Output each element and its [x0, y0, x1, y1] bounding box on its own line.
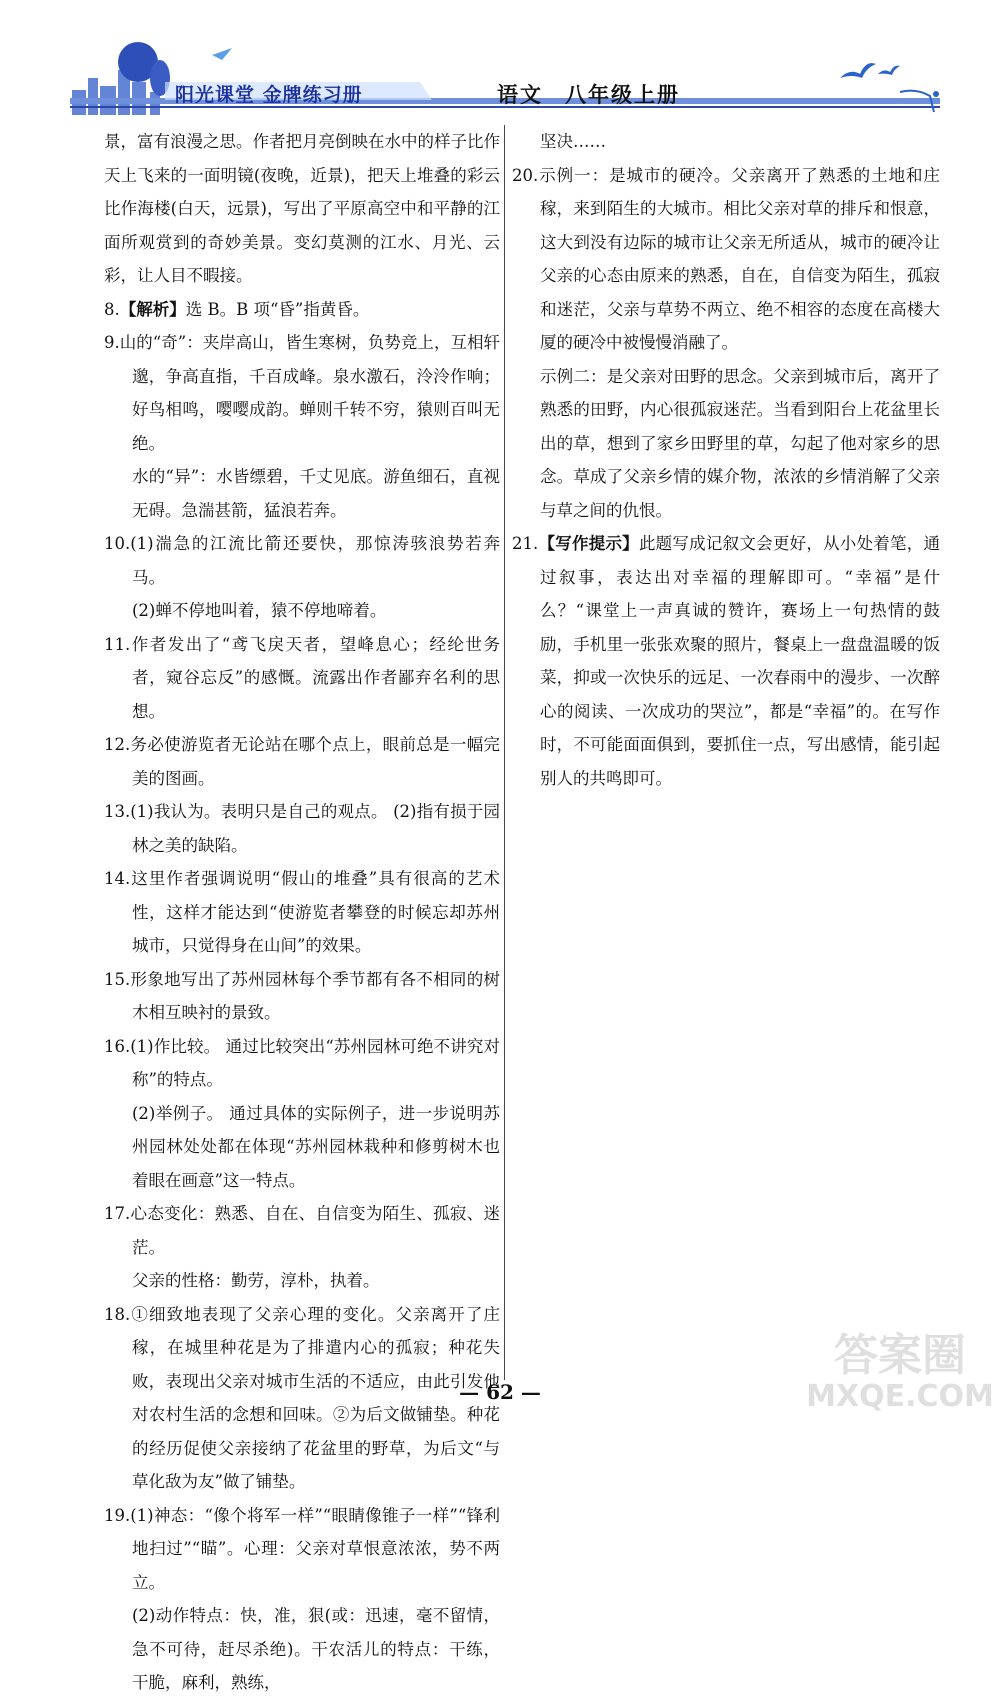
answer-item — [104, 728, 500, 795]
answer-item — [104, 125, 500, 293]
item-tag: 【写作提示】 — [538, 534, 639, 553]
item-text: 水的“异”：水皆缥碧，千丈见底。游鱼细石，直视无碍。急湍甚箭，猛浪若奔。 — [132, 467, 500, 520]
item-text: 示例二：是父亲对田野的思念。父亲到城市后，离开了熟悉的田野，内心很孤寂迷茫。当看到阳台上花盆里长出的草，想到了家乡田野里的草，勾起了他对家乡的思念。草成了父亲乡情的媒介物，浓浓的乡情消解了父亲与草之间的仇恨。 — [540, 366, 940, 520]
answer-item — [512, 125, 940, 159]
answer-item — [104, 1097, 500, 1198]
item-text: (2)举例子。 通过具体的实际例子，进一步说明苏州园林处处都在体现“苏州园林栽种和修剪树木也着眼在画意”这一特点。 — [132, 1103, 500, 1190]
item-text: (2)蝉不停地叫着，猿不停地啼着。 — [132, 601, 387, 620]
item-text: 此题写成记叙文会更好，从小处着笔，通过叙事，表达出对幸福的理解即可。“幸福”是什么？“课堂上一声真诚的赞许，赛场上一句热情的鼓励，手机里一张张欢聚的照片，餐桌上一盘盘温暖的饭菜，抑或一次快乐的远足、一次春雨中的漫步、一次醉心的阅读、一次成功的哭泣”，都是“幸福”的。在写作时，不可能面面俱到，要抓住一点，写出感情，能引起别人的共鸣即可。 — [540, 534, 941, 788]
answer-item — [104, 862, 500, 963]
series-title: 阳光课堂 金牌练习册 — [175, 84, 363, 106]
item-text: (1)湍急的江流比箭还要快，那惊涛骇浪势若奔马。 — [130, 534, 500, 587]
item-text: 选 B。B 项“昏”指黄昏。 — [185, 299, 370, 319]
page-header — [0, 0, 1000, 125]
answer-item — [104, 293, 500, 327]
answer-item — [104, 1030, 500, 1097]
item-text: 示例一：是城市的硬冷。父亲离开了熟悉的土地和庄稼，来到陌生的大城市。相比父亲对草的排斥和恨意，这大到没有边际的城市让父亲无所适从，城市的硬冷让父亲的心态由原来的熟悉，自在，自信变为陌生，孤寂和迷茫，父亲与草势不两立、绝不相容的态度在高楼大厦的硬冷中被慢慢消融了。 — [538, 165, 940, 352]
grade-label: 八年级上册 — [565, 83, 680, 107]
answer-item — [512, 527, 940, 795]
item-number: 15. — [104, 969, 131, 989]
watermark-logo — [800, 1318, 1000, 1417]
item-number: 10. — [104, 534, 131, 553]
answer-item — [104, 594, 500, 628]
item-number: 21. — [512, 534, 539, 553]
answer-item — [104, 1264, 500, 1298]
answer-item — [512, 360, 940, 528]
answer-column-right — [512, 125, 940, 795]
item-number: 11. — [104, 634, 131, 654]
answer-item — [104, 527, 500, 594]
answer-item — [104, 628, 500, 729]
item-text: 形象地写出了苏州园林每个季节都有各不相同的树木相互映衬的景致。 — [130, 969, 500, 1022]
item-number: 14. — [104, 869, 131, 888]
item-text: (1)作比较。 通过比较突出“苏州园林可绝不讲究对称”的特点。 — [130, 1036, 500, 1089]
item-text: 务必使游览者无论站在哪个点上，眼前总是一幅完美的图画。 — [130, 735, 500, 788]
item-number: 16. — [104, 1036, 131, 1056]
item-text: (1)神态：“像个将军一样”“眼睛像锥子一样”“锋利地扫过”“瞄”。心理：父亲对草恨意浓浓，势不两立。 — [130, 1505, 500, 1592]
item-text: 作者发出了“鸢飞戾天者，望峰息心；经纶世务者，窥谷忘反”的感慨。流露出作者鄙弃名利的思想。 — [130, 634, 500, 721]
page-number: — 62 — — [459, 1380, 541, 1404]
item-number: 18. — [104, 1304, 131, 1324]
item-number: 8. — [104, 299, 120, 319]
answer-item — [104, 795, 500, 862]
item-tag: 【解析】 — [119, 299, 186, 319]
item-number: 20. — [512, 165, 539, 185]
item-number: 17. — [104, 1204, 131, 1223]
answer-item — [104, 1499, 500, 1600]
answer-item — [104, 460, 500, 527]
item-text: 景，富有浪漫之思。作者把月亮倒映在水中的样子比作天上飞来的一面明镜(夜晚，近景)，把天上堆叠的彩云比作海楼(白天，远景)，写出了平原高空中和平静的江面所观赏到的奇妙美景。变幻莫测的江水、月光、云彩，让人目不暇接。 — [104, 132, 500, 285]
subject-grade — [497, 79, 680, 109]
answer-item — [104, 1599, 500, 1700]
item-text: (1)我认为。表明只是自己的观点。 (2)指有损于园林之美的缺陷。 — [130, 802, 500, 855]
item-number: 12. — [104, 735, 131, 754]
answer-item — [104, 1197, 500, 1264]
column-divider — [504, 125, 505, 1380]
item-text: 心态变化：熟悉、自在、自信变为陌生、孤寂、迷茫。 — [130, 1204, 500, 1257]
item-number: 9. — [104, 333, 120, 352]
subject-label: 语文 — [497, 83, 543, 107]
item-text: 山的“奇”：夹岸高山，皆生寒树，负势竞上，互相轩邈，争高直指，千百成峰。泉水激石，泠泠作响；好鸟相鸣，嘤嘤成韵。蝉则千转不穷，猿则百叫无绝。 — [119, 333, 500, 453]
svg-text:答案圈: 答案圈 — [834, 1330, 966, 1381]
answer-column-left — [104, 125, 500, 1700]
answer-item — [512, 159, 940, 360]
answer-item — [104, 963, 500, 1030]
item-text: 坚决…… — [540, 132, 606, 151]
svg-text:MXQE.COM: MXQE.COM — [806, 1379, 994, 1414]
answer-item — [104, 326, 500, 460]
item-text: (2)动作特点：快，准，狠(或：迅速，毫不留情，急不可待，赶尽杀绝)。干农活儿的特点：干练，干脆，麻利，熟练， — [132, 1606, 500, 1692]
item-number: 13. — [104, 802, 131, 821]
item-text: ①细致地表现了父亲心理的变化。父亲离开了庄稼，在城里种花是为了排遣内心的孤寂；种花失败，表现出父亲对城市生活的不适应，由此引发他对农村生活的念想和回味。②为后文做铺垫。种花的经历促使父亲接纳了花盆里的野草，为后文“与草化敌为友”做了铺垫。 — [130, 1304, 500, 1491]
item-text: 这里作者强调说明“假山的堆叠”具有很高的艺术性，这样才能达到“使游览者攀登的时候忘却苏州城市，只觉得身在山间”的效果。 — [130, 869, 500, 955]
item-number: 19. — [104, 1505, 131, 1525]
item-text: 父亲的性格：勤劳，淳朴，执着。 — [132, 1271, 380, 1290]
